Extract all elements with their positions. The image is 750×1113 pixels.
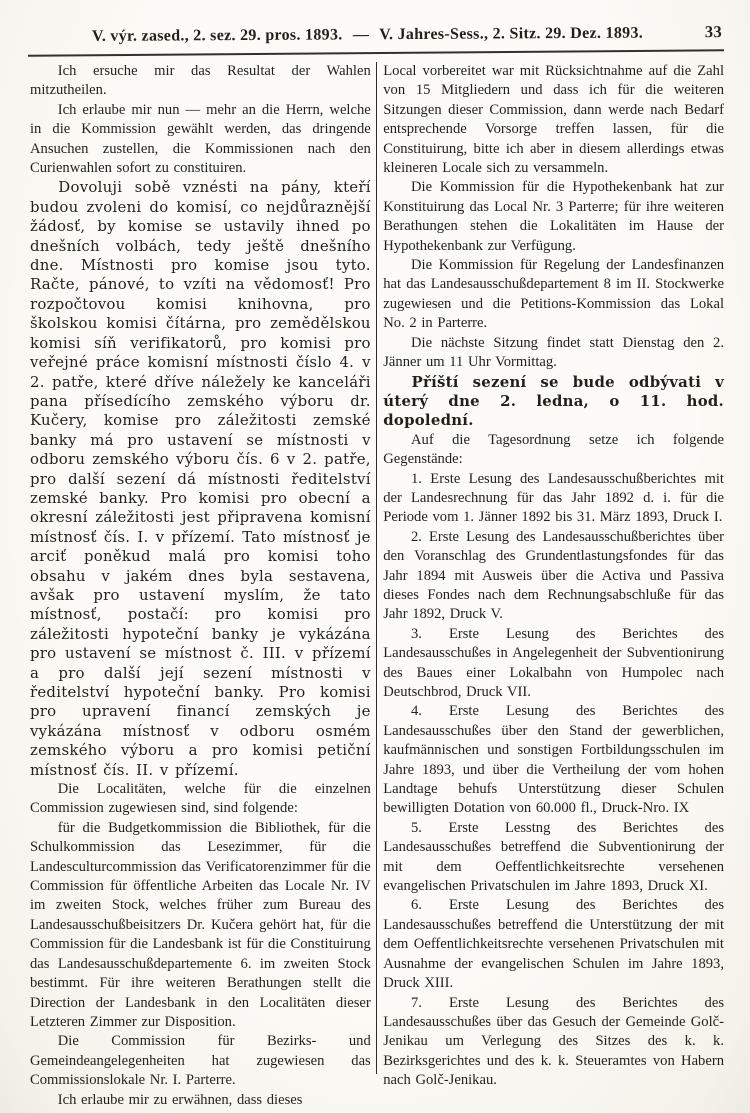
- header-date-czech: V. výr. zased., 2. sez. 29. pros. 1893.: [91, 26, 343, 45]
- paragraph: 1. Erste Lesung des Landesausschußberichtes mit der Landesrechnung für das Jahr 1892 d. i. für die Periode vom 1. Jänner 1892 bis 31. März 1893, Druck I.: [383, 470, 724, 526]
- paragraph: Local vorbereitet war mit Rücksichtnahme auf die Zahl von 15 Mitgliedern und dass ich für die weiteren Sitzungen dieser Commission, dann werde nach Bedarf entsprechende Vorsorge treffen lassen, für die Constituirung, bitte ich aber in diesem allerdings etwas kleineren Locale sich zu versammeln.: [383, 63, 724, 177]
- paragraph: Ich erlaube mir zu erwähnen, dass dieses: [57, 1091, 303, 1108]
- paragraph: 7. Erste Lesung des Berichtes des Landesausschußes über das Gesuch der Gemeinde Golč-Jenikau um Verlegung des Sitzes des k. k. Bezirksgerichtes und des k. k. Steueramtes von Habern nach Golč-Jenikau.: [383, 994, 724, 1089]
- paragraph: Ich erlaube mir nun — mehr an die Herrn, welche in die Kommission gewählt werden, das dringende Ansuchen zustellen, die Kommissionen nach den Curienwahlen sofort zu constituiren.: [30, 101, 371, 177]
- paragraph: 5. Erste Lesstng des Berichtes des Landesausschußes betreffend die Subventionirung der mit dem Oeffentlichkeitsrechte versehenen evangelischen Privatschulen im Jahre 1893, Druck XI.: [383, 819, 724, 895]
- paragraph: Die Kommission für die Hypothekenbank hat zur Konstituirung das Local Nr. 3 Parterre; für ihre weiteren Berathungen stehen die Lokalitäten im Hause der Hypothekenbank zur Verfügung.: [383, 179, 724, 254]
- header-date-german: V. Jahres-Sess., 2. Sitz. 29. Dez. 1893.: [379, 24, 644, 44]
- right-column: [377, 62, 724, 1092]
- paragraph: Die Kommission für Regelung der Landesfinanzen hat das Landesausschußdepartement 8 im II. Stockwerke zugewiesen und die Petitions-Kommission das Lokal No. 2 in Parterre.: [383, 257, 724, 332]
- paragraph: Die Localitäten, welche für die einzelnen Commission zugewiesen sind, sind folgende:: [30, 781, 371, 817]
- header-running-title: [92, 25, 649, 46]
- paragraph: 4. Erste Lesung des Berichtes des Landesausschußes über den Stand der gewerblichen, kaufmännischen und sonstigen Fortbildungsschulen im Jahre 1893, und über die Vertheilung der vom hohen Landtage behufs Unterstützung dieser Schulen bewilligten Dotation von 60.000 fl., Druck-Nro. IX: [383, 703, 724, 817]
- left-column: [30, 62, 376, 1108]
- paragraph: Ich ersuche mir das Resultat der Wahlen mitzutheilen.: [30, 63, 371, 99]
- paragraph: 3. Erste Lesung des Berichtes des Landesausschußes in Angelegenheit der Subventionirung des Baues einer Lokalbahn von Humpolec nach Deutschbrod, Druck VII.: [383, 625, 724, 700]
- page-header: [92, 22, 722, 46]
- page-number: 33: [704, 22, 723, 42]
- text-columns: [30, 62, 724, 1108]
- paragraph: Dovoluji sobě vznésti na pány, kteří budou zvoleni do komisí, co nejdůraznější žádosť, by komise se ustavily ihned po dnešních volbách, tedy ještě dnešního dne. Místnosti pro komise jsou tyto. Račte, pánové, to vzíti na vědomosť! Pro rozpočtovou komisi knihovna, pro školskou komisi čítárna, pro zemědělskou komisi síň verifikatorů, pro komisi pro veřejné práce komisní místnosti číslo 4. v 2. patře, které dříve náležely ke kanceláři pana přísedícího zemského výboru dr. Kučery, komise pro záležitosti zemské banky má pro ustavení se místnosti v odboru zemského výboru čís. 6 v 2. patře, pro další sezení dá místnosti ředitelství zemské banky. Pro komisi pro obecní a okresní záležitosti jest připravena komisní místnosť čís. I. v přízemí. Tato místnosť je arciť poněkud malá pro komisi toho obsahu v jakém dnes byla sestavena, avšak pro ustavení myslím, že tato místnosť, postačí: pro komisi pro záležitosti hypoteční banky je vykázána pro ustavení se místnost č. III. v přízemí a pro další její sezení místnosti v ředitelství hypoteční banky. Pro komisi pro upravení financí zemských je vykázána místnosť v odboru osmém zemského výboru a pro komisi petiční místnosť čís. II. v přízemí.: [30, 178, 371, 779]
- header-rule: [28, 49, 724, 56]
- paragraph: Die Commission für Bezirks- und Gemeindeangelegenheiten hat zugewiesen das Commissionslokale Nr. I. Parterre.: [30, 1033, 371, 1089]
- paragraph: Auf die Tagesordnung setze ich folgende Gegenstände:: [383, 431, 724, 468]
- paragraph: für die Budgetkommission die Bibliothek, für die Schulkommission das Lesezimmer, für die Landesculturcommission das Verificatorenzimmer für die Commission für öffentliche Arbeiten das Locale Nr. IV im zweiten Stock, welches früher zum Bureau des Landesausschußbeisitzers Dr. Kučera gehört hat, für die Commission für die Landesbank ist für die Constituirung das Landesausschußdepartemente 6. im zweiten Stock bestimmt. Für ihre weiteren Berathungen stellt die Direction der Landesbank in den Localitäten dieser Letzteren Zimmer zur Disposition.: [30, 819, 371, 1030]
- paragraph: Příští sezení se bude odbývati v úterý dne 2. ledna, o 11. hod. dopolední.: [383, 372, 724, 430]
- paragraph: 2. Erste Lesung des Landesausschußberichtes über den Voranschlag des Grundentlastungsfondes für das Jahr 1894 mit Ausweis über die Activa und Passiva dieses Fondes nach dem Rechnungsabschluße für das Jahr 1892, Druck V.: [383, 528, 724, 623]
- paragraph: Die nächste Sitzung findet statt Dienstag den 2. Jänner um 11 Uhr Vormittag.: [383, 334, 724, 371]
- paragraph: 6. Erste Lesung des Berichtes des Landesausschußes betreffend die Unterstützung der mit dem Oeffentlichkeitsrechte versehenen Privatschulen mit Ausnahme der evangelischen Schulen im Jahre 1893, Druck XIII.: [383, 897, 724, 992]
- header-separator: —: [352, 26, 370, 44]
